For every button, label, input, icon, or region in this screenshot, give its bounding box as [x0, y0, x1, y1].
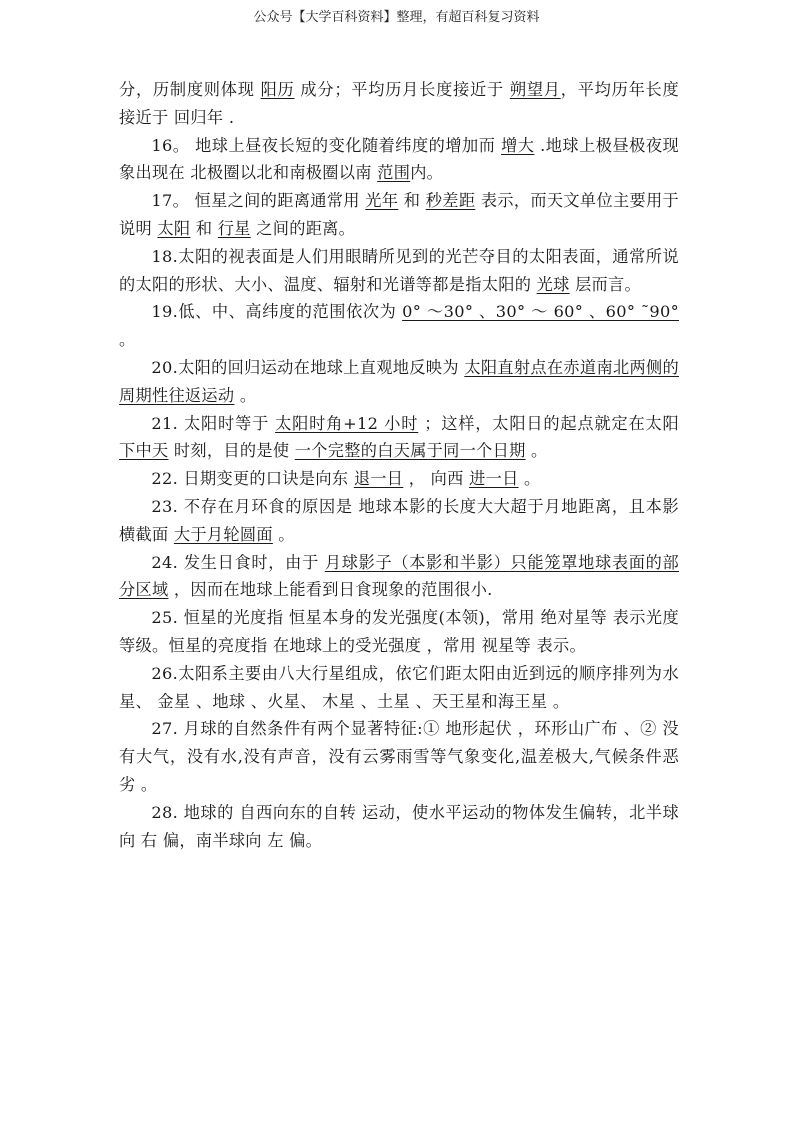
- answer-blank: 行星: [217, 218, 251, 238]
- answer-blank: 0° ～30° 、30° ～ 60° 、60° ˜90°: [402, 302, 679, 322]
- text-run: 成分；平均历月长度接近于: [294, 80, 510, 99]
- text-run: 26.太阳系主要由八大行星组成，依它们距太阳由近到远的顺序排列为水星、 金星 、地球 、火星、 木星 、土星 、天王星和海王星 。: [119, 663, 679, 711]
- text-run: 表示，而天文单位主要用于说明: [119, 191, 679, 238]
- answer-blank: 太阳时角+12 小时: [275, 413, 419, 433]
- question-p16: [119, 132, 679, 188]
- answer-blank: 月球影子（本影和半影）只能笼罩地球表面的部分区域: [119, 552, 679, 600]
- text-run: 28. 地球的 自西向东的自转 运动，使水平运动的物体发生偏转，北半球向 右 偏，南半球向 左 偏。: [119, 802, 679, 850]
- question-p19: [119, 298, 679, 354]
- answer-blank: 进一日: [469, 469, 519, 489]
- answer-blank: 增大: [501, 135, 535, 155]
- question-p26: [119, 660, 679, 716]
- question-p18: [119, 243, 679, 299]
- text-run: 和: [190, 218, 218, 238]
- question-p21: [119, 410, 679, 466]
- question-p28: [119, 799, 679, 855]
- text-run: 。: [518, 469, 541, 489]
- text-run: 分，历制度则体现: [119, 80, 261, 99]
- text-run: ；这样，太阳日的起点就定在太阳: [418, 413, 679, 433]
- question-p17: [119, 187, 679, 243]
- text-run: 之间的距离。: [250, 218, 356, 238]
- answer-blank: 光球: [536, 274, 570, 294]
- answer-blank: 太阳直射点在赤道南北两侧的周期性往返运动: [119, 357, 679, 405]
- answer-blank: 太阳: [157, 218, 191, 238]
- text-run: 21. 太阳时等于: [151, 413, 276, 433]
- text-run: 。: [119, 330, 136, 350]
- question-p22: [119, 465, 679, 493]
- question-p15: [119, 76, 679, 132]
- question-p24: [119, 549, 679, 605]
- question-p20: [119, 354, 679, 410]
- text-run: 19.低、中、高纬度的范围依次为: [151, 302, 403, 322]
- answer-blank: 朔望月: [509, 80, 561, 99]
- document-body: [119, 76, 679, 854]
- text-run: 。: [525, 441, 548, 461]
- answer-blank: 下中天: [119, 441, 169, 461]
- text-run: .地球上极昼极夜现象出现在 北极圈以北和南极圈以南: [119, 135, 679, 183]
- text-run: 和: [398, 191, 426, 211]
- question-p25: [119, 604, 679, 660]
- question-p27: [119, 715, 679, 798]
- text-run: 时刻，目的是使: [168, 441, 295, 461]
- page-header: 公众号【大学百科资料】整理，有超百科复习资料: [253, 10, 540, 25]
- text-run: 20.太阳的回归运动在地球上直观地反映为: [151, 357, 465, 377]
- question-p23: [119, 493, 679, 549]
- text-run: 24. 发生日食时，由于: [151, 552, 325, 572]
- answer-blank: 范围: [377, 163, 411, 183]
- text-run: 。: [272, 524, 295, 544]
- text-run: 层而言。: [569, 274, 642, 294]
- text-run: 22. 日期变更的口诀是向东: [151, 469, 354, 489]
- text-run: 25. 恒星的光度指 恒星本身的发光强度(本领)，常用 绝对星等 表示光度等级。恒星的亮度指 在地球上的受光强度 ，常用 视星等 表示。: [119, 608, 679, 655]
- text-run: ， 向西: [403, 469, 470, 489]
- text-run: ，因而在地球上能看到日食现象的范围很小.: [168, 580, 493, 600]
- answer-blank: 阳历: [260, 80, 295, 99]
- answer-blank: 大于月轮圆面: [173, 524, 273, 544]
- text-run: 27. 月球的自然条件有两个显著特征:① 地形起伏 ，环形山广布 、② 没有大气，没有水,没有声音，没有云雾雨雪等气象变化,温差极大,气候条件恶劣 。: [119, 719, 679, 794]
- answer-blank: 光年: [365, 191, 399, 211]
- answer-blank: 一个完整的白天属于同一个日期: [294, 441, 526, 461]
- text-run: 内。: [410, 163, 444, 183]
- answer-blank: 退一日: [353, 469, 404, 489]
- text-run: 。: [234, 385, 257, 405]
- answer-blank: 秒差距: [425, 191, 476, 211]
- text-run: 18.太阳的视表面是人们用眼睛所见到的光芒夺目的太阳表面，通常所说的太阳的形状、大小、温度、辐射和光谱等都是指太阳的: [119, 246, 679, 294]
- text-run: ，平均历年长度接近于 回归年 .: [119, 80, 679, 127]
- text-run: 17。 恒星之间的距离通常用: [151, 191, 366, 211]
- text-run: 16。 地球上昼夜长短的变化随着纬度的增加而: [151, 135, 502, 155]
- text-run: 23. 不存在月环食的原因是 地球本影的长度大大超于月地距离，且本影横截面: [119, 496, 679, 544]
